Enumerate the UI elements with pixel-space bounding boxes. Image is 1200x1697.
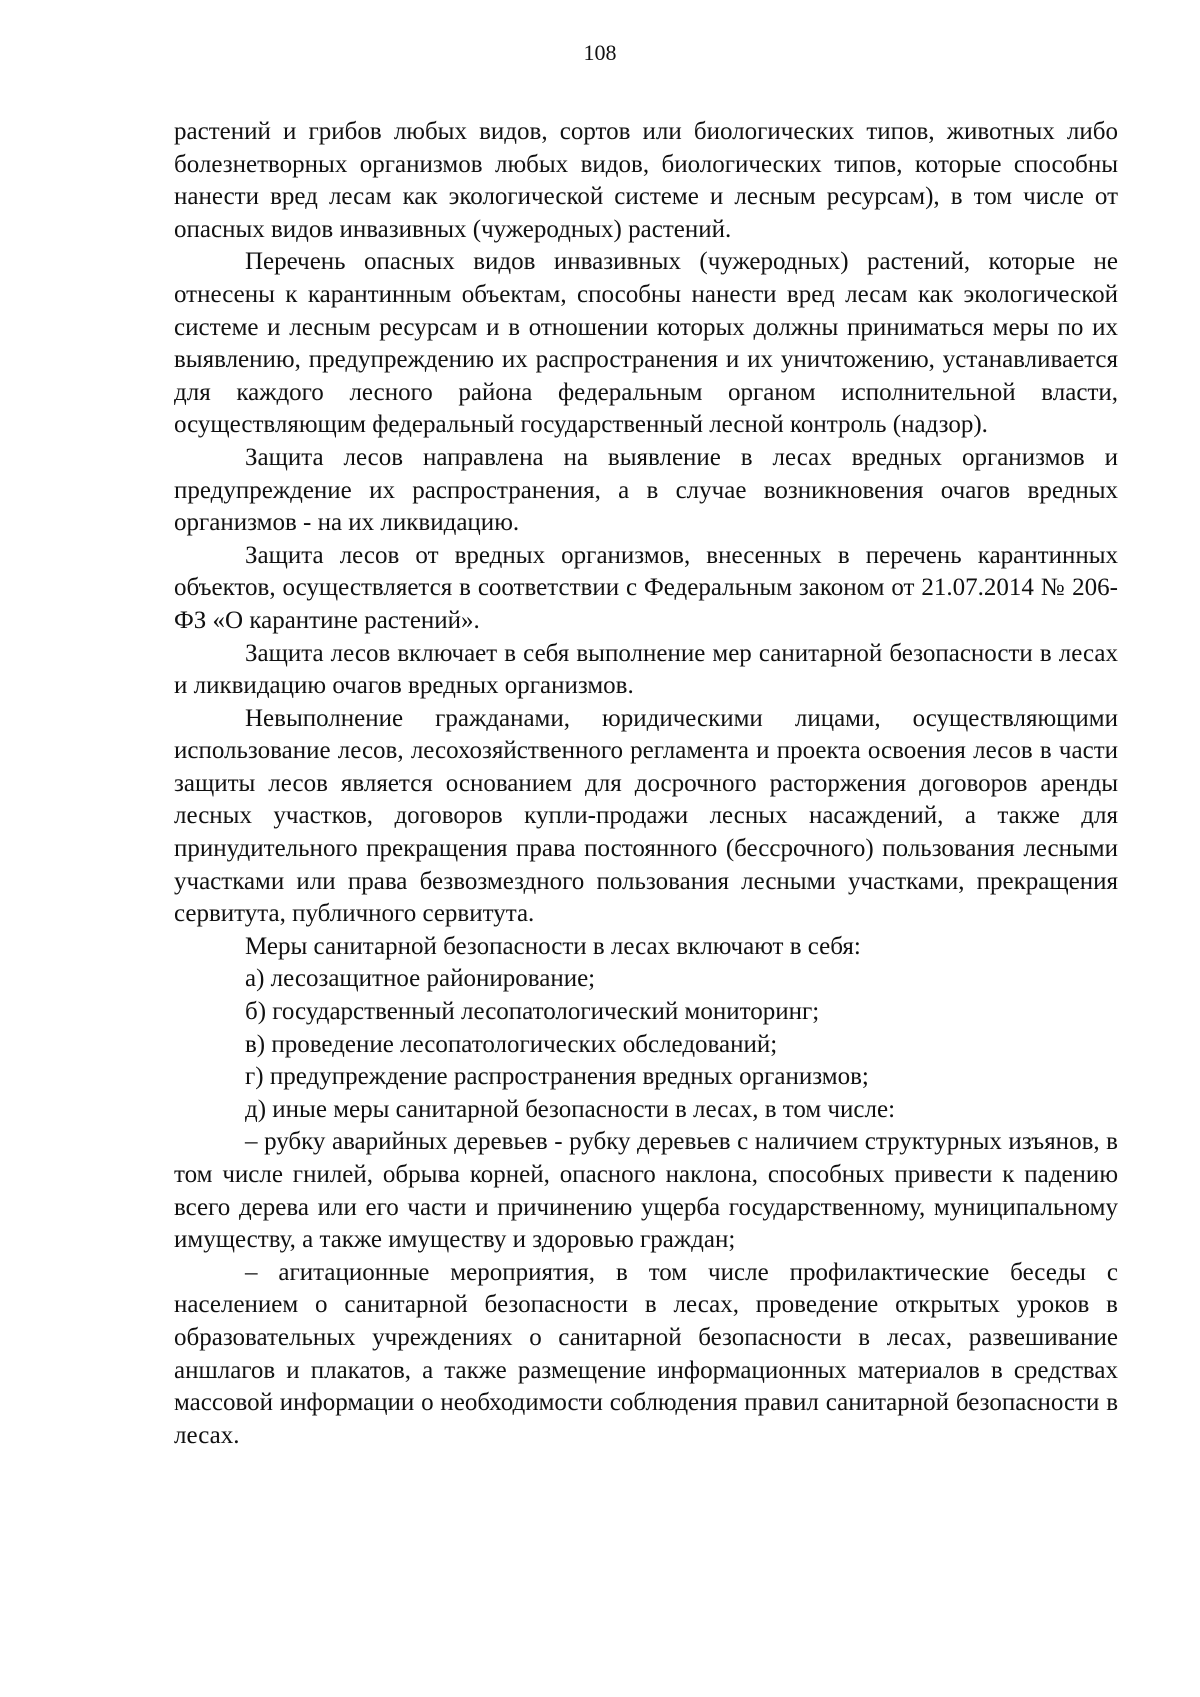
dash-item: – рубку аварийных деревьев - рубку деревьев с наличием структурных изъянов, в том числе гнилей, обрыва корней, опасного наклона, способных привести к падению всего дерева или его части и причинению ущерба государственному, муниципальному имуществу, а также имуществу и здоровью граждан; [174,1128,1118,1254]
page-number: 108 [583,40,617,65]
paragraph: Защита лесов от вредных организмов, внесенных в перечень карантинных объектов, осуществляется в соответствии с Федеральным законом от 21.07.2014 № 206-ФЗ «О карантине растений». [174,541,1118,634]
list-item: д) иные меры санитарной безопасности в лесах, в том числе: [245,1095,896,1123]
list-item: б) государственный лесопатологический мониторинг; [245,998,820,1026]
list-item: в) проведение лесопатологических обследований; [245,1030,778,1058]
list-intro: Меры санитарной безопасности в лесах включают в себя: [245,932,861,960]
list-item: а) лесозащитное районирование; [245,965,596,993]
paragraph: растений и грибов любых видов, сортов или биологических типов, животных либо болезнетворных организмов любых видов, биологических типов, которые способны нанести вред лесам как экологической системе и лесным ресурсам), в том числе от опасных видов инвазивных (чужеродных) растений. [174,118,1118,243]
dash-item: – агитационные мероприятия, в том числе профилактические беседы с населением о санитарной безопасности в лесах, проведение открытых уроков в образовательных учреждениях о санитарной безопасности в лесах, развешивание аншлагов и плакатов, а также размещение информационных материалов в средствах массовой информации о необходимости соблюдения правил санитарной безопасности в лесах. [174,1258,1118,1449]
document-body [174,116,1118,1452]
paragraph: Защита лесов направлена на выявление в лесах вредных организмов и предупреждение их распространения, а в случае возникновения очагов вредных организмов - на их ликвидацию. [174,443,1118,537]
list-item: г) предупреждение распространения вредных организмов; [245,1063,869,1091]
paragraph: Перечень опасных видов инвазивных (чужеродных) растений, которые не отнесены к карантинным объектам, способны нанести вред лесам как экологической системе и лесным ресурсам и в отношении которых должны приниматься меры по их выявлению, предупреждению их распространения и их уничтожению, устанавливается для каждого лесного района федеральным органом исполнительной власти, осуществляющим федеральный государственный лесной контроль (надзор). [174,248,1118,439]
paragraph: Защита лесов включает в себя выполнение мер санитарной безопасности в лесах и ликвидацию очагов вредных организмов. [174,639,1118,700]
paragraph: Невыполнение гражданами, юридическими лицами, осуществляющими использование лесов, лесохозяйственного регламента и проекта освоения лесов в части защиты лесов является основанием для досрочного расторжения договоров аренды лесных участков, договоров купли-продажи лесных насаждений, а также для принудительного прекращения права постоянного (бессрочного) пользования лесными участками или права безвозмездного пользования лесными участками, прекращения сервитута, публичного сервитута. [174,704,1118,928]
